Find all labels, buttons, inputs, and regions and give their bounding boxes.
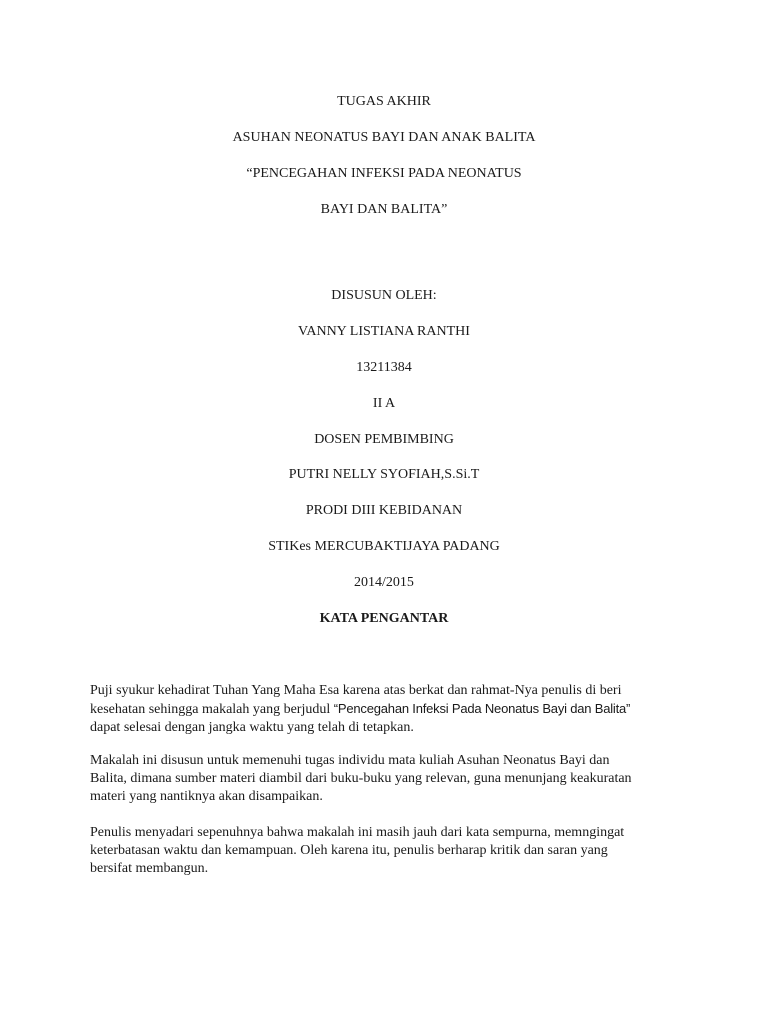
institution-name: STIKes MERCUBAKTIJAYA PADANG <box>268 539 500 554</box>
author-name: VANNY LISTIANA RANTHI <box>298 324 470 339</box>
paragraph-line: Makalah ini disusun untuk memenuhi tugas individu mata kuliah Asuhan Neonatus Bayi dan <box>90 753 610 768</box>
paragraph-line: dapat selesai dengan jangka waktu yang telah di tetapkan. <box>90 720 414 735</box>
supervisor-label: DOSEN PEMBIMBING <box>314 432 454 447</box>
paragraph-line: bersifat membangun. <box>90 861 209 876</box>
paper-title-line-2: BAYI DAN BALITA” <box>320 202 448 217</box>
paragraph-line: materi yang nantiknya akan disampaikan. <box>90 789 323 804</box>
foreword-paragraph-2 <box>90 752 690 806</box>
paragraph-line: Penulis menyadari sepenuhnya bahwa makalah ini masih jauh dari kata sempurna, memngingat <box>90 825 625 840</box>
paper-title-line-1: “PENCEGAHAN INFEKSI PADA NEONATUS <box>246 166 522 181</box>
foreword-paragraph-3 <box>90 824 690 878</box>
paragraph-line: Balita, dimana sumber materi diambil dari buku-buku yang relevan, guna menunjang keakuratan <box>90 771 632 786</box>
course-title: ASUHAN NEONATUS BAYI DAN ANAK BALITA <box>232 130 536 145</box>
foreword-heading: KATA PENGANTAR <box>319 611 449 626</box>
foreword-paragraph-1 <box>90 682 690 737</box>
paragraph-line: keterbatasan waktu dan kemampuan. Oleh karena itu, penulis berharap kritik dan saran yang <box>90 843 608 858</box>
compiled-by-label: DISUSUN OLEH: <box>331 288 437 303</box>
doc-type-title: TUGAS AKHIR <box>337 94 431 109</box>
paper-title-quote: “Pencegahan Infeksi Pada Neonatus Bayi dan Balita” <box>333 701 631 716</box>
paragraph-line <box>90 700 690 719</box>
paragraph-text: kesehatan sehingga makalah yang berjudul <box>90 702 331 717</box>
supervisor-name: PUTRI NELLY SYOFIAH,S.Si.T <box>288 467 480 482</box>
class-label: II A <box>372 396 396 411</box>
student-id: 13211384 <box>356 360 412 375</box>
study-program: PRODI DIII KEBIDANAN <box>305 503 463 518</box>
academic-year: 2014/2015 <box>354 575 414 590</box>
paragraph-line: Puji syukur kehadirat Tuhan Yang Maha Esa karena atas berkat dan rahmat-Nya penulis di beri <box>90 683 622 698</box>
